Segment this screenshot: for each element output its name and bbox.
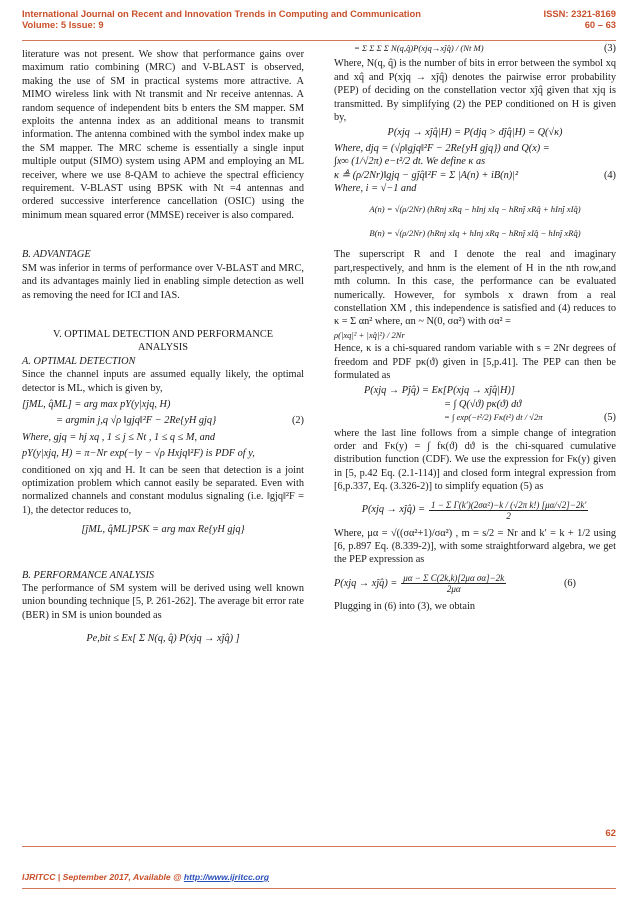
equation-a: A(n) = √(ρ/2Nr) (hRnj xRq − hInj xIq − hRnĵ xRq̂ + hInĵ xIq̂)	[369, 204, 581, 215]
equation-ml-2-row	[22, 414, 304, 427]
q-definition: ∫x∞ (1/√2π) e−t²/2 dt. We define κ as	[334, 156, 486, 168]
equation-psk: [ĵML, q̂ML]PSK = arg max Re{yH gjq}	[81, 524, 245, 536]
equation-5c-row	[334, 411, 616, 424]
footer-rule	[22, 846, 616, 847]
equation-b: B(n) = √(ρ/2Nr) (hRnj xIq + hInj xRq − hRnĵ xIq̂ − hInĵ xRq̂)	[369, 227, 581, 238]
header-rule	[22, 40, 616, 41]
equation-pe: Pe,bit ≤ Ex[ Σ N(q, q̂) P(xjq → xĵq̂) ]	[86, 633, 240, 645]
chi-squared-text: Hence, κ is a chi-squared random variable with s = 2Nr degrees of freedom and PDF pκ(ϑ) given in [5,p.41]. The PEP can then be formulated as	[334, 343, 616, 381]
equation-3-row	[334, 42, 616, 55]
where-i: Where, i = √−1 and	[334, 183, 417, 195]
footer-bottom-rule	[22, 888, 616, 889]
journal-volume: Volume: 5 Issue: 9	[22, 19, 104, 30]
equation-6-number: (6)	[563, 577, 576, 589]
left-column	[22, 48, 304, 646]
equation-6-left	[334, 573, 506, 594]
section-b-title: B. ADVANTAGE	[22, 249, 91, 261]
mu-definition-text: Where, μα = √((σα²+1)/σα²) , m = s/2 = Nr and k′ = k + 1/2 using [6, p.897 Eq. (8.339-2)], with some straightforward algebra, we get the PEP expression as	[334, 527, 616, 566]
equation-5c: = ∫ exp(−t²/2) Fκ(t²) dt / √2π	[444, 412, 543, 423]
equation-6a-row	[334, 500, 616, 521]
issn-info	[544, 8, 616, 30]
pdf-line: pY(y|xjq, H) = π−Nr exp(−‖y − √ρ Hxjq‖²F) is PDF of y,	[22, 448, 255, 460]
equation-6-denominator: 2μα	[446, 583, 461, 594]
section-b2-text: The performance of SM system will be derived using well known union bounding technique [5, P. 261-262]. The average bit error rate (BER) in SM is union bounded as	[22, 583, 304, 621]
right-column	[334, 42, 616, 613]
equation-6-lhs: P(xjq → xĵq̂) =	[334, 577, 398, 589]
equation-6a-lhs: P(xjq → xĵq̂) =	[361, 504, 425, 516]
conditioned-text: conditioned on xjq and H. It can be seen that detection is a joint optimization problem which cannot easily be separated. Even with normalized channels and constant modulus signaling (i.e. ‖gjq‖²F = 1), the detector reduces to,	[22, 464, 304, 516]
equation-pep: P(xjq → xĵq̂|H) = P(djq > dĵq̂|H) = Q(√κ)	[387, 127, 563, 139]
equation-5a: P(xjq → Pĵq̂) = Eκ[P(xjq → xĵq̂|H)]	[364, 385, 515, 397]
section-v-title: V. OPTIMAL DETECTION AND PERFORMANCE ANALYSIS	[53, 328, 273, 354]
equation-5b: = ∫ Q(√ϑ) pκ(ϑ) dϑ	[444, 398, 522, 410]
page-range: 60 – 63	[584, 19, 616, 30]
equation-6a-fraction	[429, 500, 588, 521]
equation-6-numerator: μα − Σ C(2k,k)[2μα σα]−2k	[403, 572, 505, 583]
equation-2-number: (2)	[291, 415, 304, 427]
sigma-fraction: ρ(|xq|² + |xq̂|²) / 2Nr	[334, 329, 405, 340]
equation-5-number: (5)	[603, 412, 616, 424]
equation-3-number: (3)	[603, 43, 616, 54]
footer-text: IJRITCC | September 2017, Available @	[22, 872, 184, 882]
issn: ISSN: 2321-8169	[543, 8, 616, 19]
equation-3: = Σ Σ Σ Σ N(q,q̂)P(xjq→xĵq̂) / (Nt M)	[354, 43, 484, 53]
equation-4-row	[334, 169, 616, 182]
equation-ml-1: [ĵML, q̂ML] = arg max pY(y|xjq, H)	[22, 398, 171, 410]
cdf-text: where the last line follows from a simple change of integration order and Fκ(y) = ∫ fκ(ϑ) dϑ is the chi-squared cumulative distribution function (CDF). We use the expression for Fκ(y) given in [5, p.42 Eq. (2.1-114)] and closed form integral expression from [6,p.337, Eq. (3.326-2)] to simplify equation (5) as	[334, 427, 616, 493]
section-b-text: SM was inferior in terms of performance over V-BLAST and MRC, and its advantages mainly lied in enabling simple detection as well as removing the need for ICI and IAS.	[22, 262, 304, 301]
section-a-text: Since the channel inputs are assumed equally likely, the optimal detector is ML, which is given by,	[22, 369, 304, 394]
journal-title: International Journal on Recent and Innovation Trends in Computing and Communication	[22, 8, 421, 19]
equation-6a-numerator: 1 − Σ Γ(k′)(2σα²)−k / (√2π k!) [μα/√2]−2k′	[430, 499, 587, 510]
page-header	[22, 8, 616, 42]
section-b2-title: B. PERFORMANCE ANALYSIS	[22, 569, 155, 581]
page-footer	[22, 872, 616, 882]
equation-6-fraction	[401, 573, 506, 594]
equation-ml-2: = argmin j,q √ρ ‖gjq‖²F − 2Re{yH gjq}	[56, 415, 217, 427]
section-a-title: A. OPTIMAL DETECTION	[22, 355, 136, 367]
footer-link[interactable]: http://www.ijritcc.org	[183, 872, 270, 882]
equation-4: κ ≜ (ρ/2Nr)‖gjq − gĵq̂‖²F = Σ |A(n) + iB(n)|²	[334, 169, 519, 181]
page-number: 62	[605, 828, 616, 839]
superscript-text: The superscript R and I denote the real and imaginary part,respectively, and hnm is the element of H in the nth row,and mth column. In this case, the performance can be evaluated numerically. However, for symbols x drawn from a real constellation XM , this independence is satisfied and (4) reduces to κ = Σ αn² where, αn ~ N(0, σα²) with σα² =	[334, 249, 616, 328]
equation-4-number: (4)	[603, 169, 616, 181]
journal-info	[22, 8, 421, 30]
intro-paragraph: literature was not present. We show that performance gains over maximum ratio combining (MRC) and V-BLAST is observed, making the use of SM in practical systems more attractive. A MIMO wireless link with Nt transmit and Nr receive antennas. A random sequence of independent bits b enters the SM mapper. SM exploits the antenna index as an additional means to transmit information. The antenna combined with the symbol index make up the SM mapper. The MRC scheme is essentially a single input multiple output (SIMO) system using APM and employing an ML receiver, where we use 8-QAM to achieve the spectral efficiency requirement. V-BLAST using BPSK with Nt =4 antennas and ordered successive interference cancellation (OSIC) using the minimum mean squared error (MMSE) receiver is also compared.	[22, 49, 304, 221]
where-djq: Where, djq = (√ρ‖gjq‖²F − 2Re{yH gjq}) and Q(x) =	[334, 142, 550, 154]
equation-6a-denominator: 2	[506, 510, 511, 521]
plugging-text: Plugging in (6) into (3), we obtain	[334, 600, 475, 612]
where-gjq: Where, gjq = hj xq , 1 ≤ j ≤ Nt , 1 ≤ q ≤ M, and	[22, 431, 216, 443]
equation-6-row	[334, 573, 616, 594]
pep-description: Where, N(q, q̂) is the number of bits in error between the symbol xq and xq̂ and P(xjq → xĵq̂) denotes the pairwise error probability (PEP) of deciding on the constellation vector xĵq̂ given that xjq is transmitted. By simplifying (2) the PEP conditioned on H is given by,	[334, 58, 616, 124]
